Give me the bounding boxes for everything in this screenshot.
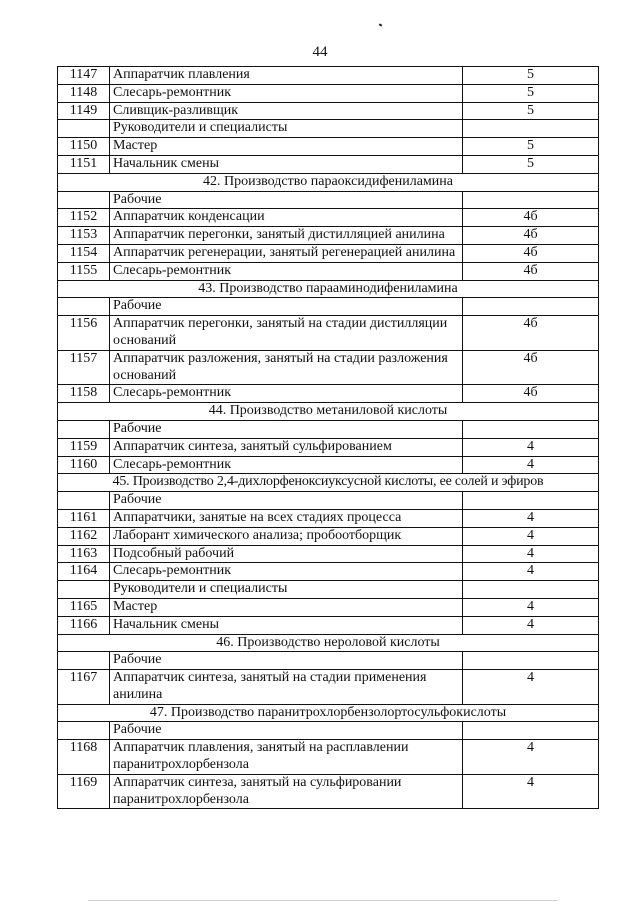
group-label: Рабочие <box>110 420 463 438</box>
item-number: 1165 <box>58 598 110 616</box>
group-label: Руководители и специалисты <box>110 120 463 138</box>
item-number: 1148 <box>58 84 110 102</box>
hazard-class: 4б <box>463 227 599 245</box>
table-row <box>58 102 599 120</box>
occupation-name: Подсобный рабочий <box>110 545 463 563</box>
group-label: Рабочие <box>110 191 463 209</box>
section-title: 44. Производство метаниловой кислоты <box>58 403 599 421</box>
occupation-name: Слесарь-ремонтник <box>110 456 463 474</box>
item-number: 1169 <box>58 774 110 809</box>
occupation-name: Аппаратчик конденсации <box>110 209 463 227</box>
table-row <box>58 438 599 456</box>
occupation-name: Мастер <box>110 598 463 616</box>
item-number: 1168 <box>58 740 110 775</box>
table-row <box>58 155 599 173</box>
group-row <box>58 652 599 670</box>
group-label: Руководители и специалисты <box>110 581 463 599</box>
occupation-name: Аппаратчик плавления, занятый на расплавлении паранитрохлорбензола <box>110 740 463 775</box>
table-row <box>58 456 599 474</box>
empty-cell <box>58 581 110 599</box>
empty-cell <box>463 191 599 209</box>
empty-cell <box>463 420 599 438</box>
table-row <box>58 774 599 809</box>
group-row <box>58 492 599 510</box>
table-row <box>58 545 599 563</box>
hazard-class: 4б <box>463 209 599 227</box>
scan-edge-line <box>88 900 558 901</box>
table-row <box>58 563 599 581</box>
section-row <box>58 173 599 191</box>
section-row <box>58 403 599 421</box>
table-row <box>58 84 599 102</box>
table-row <box>58 509 599 527</box>
item-number: 1152 <box>58 209 110 227</box>
section-title: 46. Производство нероловой кислоты <box>58 634 599 652</box>
item-number: 1159 <box>58 438 110 456</box>
item-number: 1164 <box>58 563 110 581</box>
hazard-class: 5 <box>463 84 599 102</box>
hazard-class: 5 <box>463 67 599 85</box>
occupation-name: Аппаратчик регенерации, занятый регенерацией анилина <box>110 244 463 262</box>
item-number: 1156 <box>58 316 110 351</box>
empty-cell <box>58 191 110 209</box>
group-row <box>58 722 599 740</box>
table-row <box>58 527 599 545</box>
occupation-name: Сливщик-разливщик <box>110 102 463 120</box>
table-row <box>58 227 599 245</box>
hazard-class: 4 <box>463 670 599 705</box>
hazard-class: 4б <box>463 350 599 385</box>
scan-speck <box>379 23 383 26</box>
empty-cell <box>58 120 110 138</box>
item-number: 1161 <box>58 509 110 527</box>
item-number: 1163 <box>58 545 110 563</box>
section-row <box>58 474 599 492</box>
group-row <box>58 420 599 438</box>
group-row <box>58 120 599 138</box>
table-row <box>58 209 599 227</box>
table-row <box>58 598 599 616</box>
hazard-class: 4 <box>463 598 599 616</box>
occupation-name: Аппаратчик синтеза, занятый на сульфировании паранитрохлорбензола <box>110 774 463 809</box>
hazard-class: 5 <box>463 102 599 120</box>
item-number: 1166 <box>58 616 110 634</box>
hazard-class: 4б <box>463 244 599 262</box>
empty-cell <box>463 120 599 138</box>
item-number: 1154 <box>58 244 110 262</box>
empty-cell <box>58 652 110 670</box>
empty-cell <box>463 722 599 740</box>
table-row <box>58 670 599 705</box>
occupation-name: Аппаратчик плавления <box>110 67 463 85</box>
empty-cell <box>58 722 110 740</box>
occupation-name: Аппаратчик разложения, занятый на стадии разложения оснований <box>110 350 463 385</box>
empty-cell <box>463 492 599 510</box>
group-row <box>58 581 599 599</box>
occupation-name: Аппаратчики, занятые на всех стадиях процесса <box>110 509 463 527</box>
section-row <box>58 280 599 298</box>
occupation-name: Слесарь-ремонтник <box>110 262 463 280</box>
hazard-class: 4 <box>463 563 599 581</box>
section-title: 42. Производство параоксидифениламина <box>58 173 599 191</box>
occupations-table <box>57 66 599 809</box>
item-number: 1151 <box>58 155 110 173</box>
item-number: 1158 <box>58 385 110 403</box>
hazard-class: 4 <box>463 509 599 527</box>
table-row <box>58 740 599 775</box>
occupation-name: Лаборант химического анализа; пробоотборщик <box>110 527 463 545</box>
hazard-class: 4б <box>463 385 599 403</box>
occupation-name: Слесарь-ремонтник <box>110 563 463 581</box>
table-row <box>58 350 599 385</box>
section-title: 47. Производство паранитрохлорбензолортосульфокислоты <box>58 704 599 722</box>
item-number: 1157 <box>58 350 110 385</box>
item-number: 1153 <box>58 227 110 245</box>
occupation-name: Аппаратчик синтеза, занятый на стадии применения анилина <box>110 670 463 705</box>
occupation-name: Слесарь-ремонтник <box>110 84 463 102</box>
hazard-class: 4 <box>463 456 599 474</box>
hazard-class: 5 <box>463 155 599 173</box>
item-number: 1155 <box>58 262 110 280</box>
hazard-class: 4 <box>463 545 599 563</box>
hazard-class: 4б <box>463 316 599 351</box>
table-row <box>58 262 599 280</box>
empty-cell <box>463 581 599 599</box>
group-label: Рабочие <box>110 298 463 316</box>
table-row <box>58 244 599 262</box>
table-row <box>58 385 599 403</box>
occupation-name: Аппаратчик перегонки, занятый на стадии дистилляции оснований <box>110 316 463 351</box>
occupation-name: Слесарь-ремонтник <box>110 385 463 403</box>
hazard-class: 4 <box>463 774 599 809</box>
section-title: 45. Производство 2,4-дихлорфеноксиуксусной кислоты, ее солей и эфиров <box>58 474 599 492</box>
item-number: 1167 <box>58 670 110 705</box>
group-label: Рабочие <box>110 492 463 510</box>
hazard-class: 4б <box>463 262 599 280</box>
table-row <box>58 316 599 351</box>
occupation-name: Начальник смены <box>110 616 463 634</box>
section-row <box>58 704 599 722</box>
table-body <box>58 67 599 809</box>
group-label: Рабочие <box>110 652 463 670</box>
item-number: 1147 <box>58 67 110 85</box>
hazard-class: 4 <box>463 616 599 634</box>
empty-cell <box>463 298 599 316</box>
page-number: 44 <box>312 44 328 60</box>
item-number: 1162 <box>58 527 110 545</box>
hazard-class: 4 <box>463 527 599 545</box>
occupation-name: Аппаратчик синтеза, занятый сульфированием <box>110 438 463 456</box>
empty-cell <box>58 298 110 316</box>
table-row <box>58 67 599 85</box>
item-number: 1160 <box>58 456 110 474</box>
empty-cell <box>463 652 599 670</box>
section-row <box>58 634 599 652</box>
occupation-name: Начальник смены <box>110 155 463 173</box>
item-number: 1149 <box>58 102 110 120</box>
hazard-class: 4 <box>463 438 599 456</box>
table-row <box>58 138 599 156</box>
occupation-name: Аппаратчик перегонки, занятый дистилляцией анилина <box>110 227 463 245</box>
empty-cell <box>58 420 110 438</box>
table-row <box>58 616 599 634</box>
hazard-class: 5 <box>463 138 599 156</box>
section-title: 43. Производство парааминодифениламина <box>58 280 599 298</box>
hazard-class: 4 <box>463 740 599 775</box>
group-row <box>58 298 599 316</box>
group-label: Рабочие <box>110 722 463 740</box>
group-row <box>58 191 599 209</box>
item-number: 1150 <box>58 138 110 156</box>
empty-cell <box>58 492 110 510</box>
occupation-name: Мастер <box>110 138 463 156</box>
